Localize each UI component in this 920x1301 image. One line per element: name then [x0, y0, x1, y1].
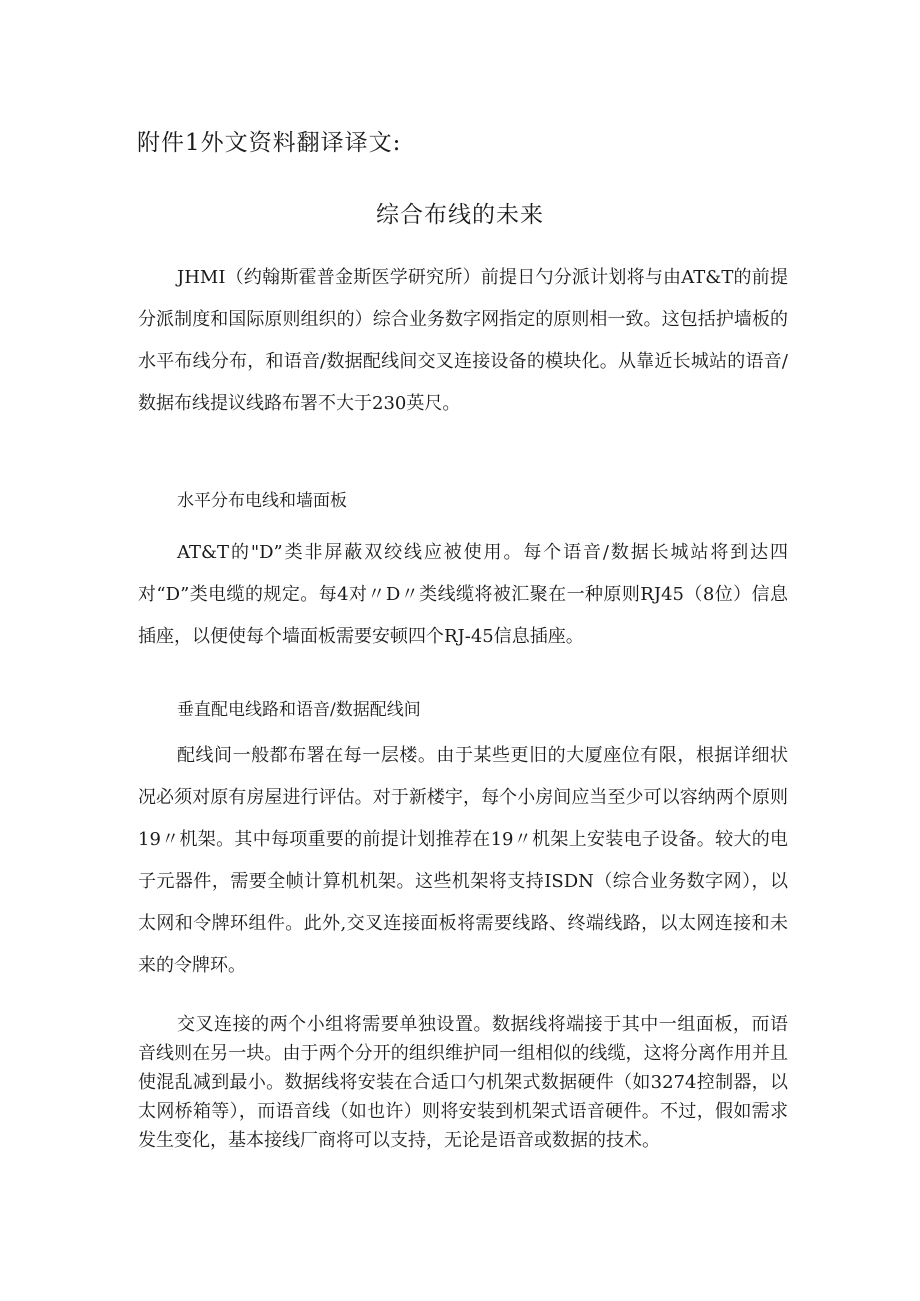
paragraph-wiring-closets: 配线间一般都布署在每一层楼。由于某些更旧的大厦座位有限，根据详细状况必须对原有房屋进行评估。对于新楼宇，每个小房间应当至少可以容纳两个原则19〃机架。其中每项重要的前提计划推荐在19〃机架上安装电子设备。较大的电子元器件，需要全帧计算机机架。这些机架将支持ISDN（综合业务数字网），以太网和令牌环组件。此外,交叉连接面板将需要线路、终端线路，以太网连接和未来的令牌环。: [138, 745, 788, 976]
subheading-vertical-wiring: 垂直配电线路和语音/数据配线间: [177, 700, 421, 720]
attachment-heading: 附件1外文资料翻译译文:: [137, 130, 402, 156]
subheading-horizontal-wiring: 水平分布电线和墙面板: [177, 491, 347, 511]
document-title: 综合布线的未来: [376, 202, 544, 228]
paragraph-cross-connect: 交叉连接的两个小组将需要单独设置。数据线将端接于其中一组面板，而语音线则在另一块。由于两个分开的组织维护同一组相似的线缆，这将分离作用并且使混乱减到最小。数据线将安装在合适口勺机架式数据硬件（如3274控制器，以太网桥箱等），而语音线（如也许）则将安装到机架式语音硬件。不过，假如需求发生变化，基本接线厂商将可以支持，无论是语音或数据的技术。: [138, 1014, 788, 1151]
paragraph-horizontal-wiring: AT&T的"D”类非屏蔽双绞线应被使用。每个语音/数据长城站将到达四对“D”类电缆的规定。每4对〃D〃类线缆将被汇聚在一种原则RJ45（8位）信息插座，以便使每个墙面板需要安顿四个RJ-45信息插座。: [138, 542, 788, 647]
paragraph-intro: JHMI（约翰斯霍普金斯医学研究所）前提日勺分派计划将与由AT&T的前提分派制度和国际原则组织的）综合业务数字网指定的原则相一致。这包括护墙板的水平布线分布，和语音/数据配线间交叉连接设备的模块化。从靠近长城站的语音/数据布线提议线路布署不大于230英尺。: [138, 267, 788, 414]
